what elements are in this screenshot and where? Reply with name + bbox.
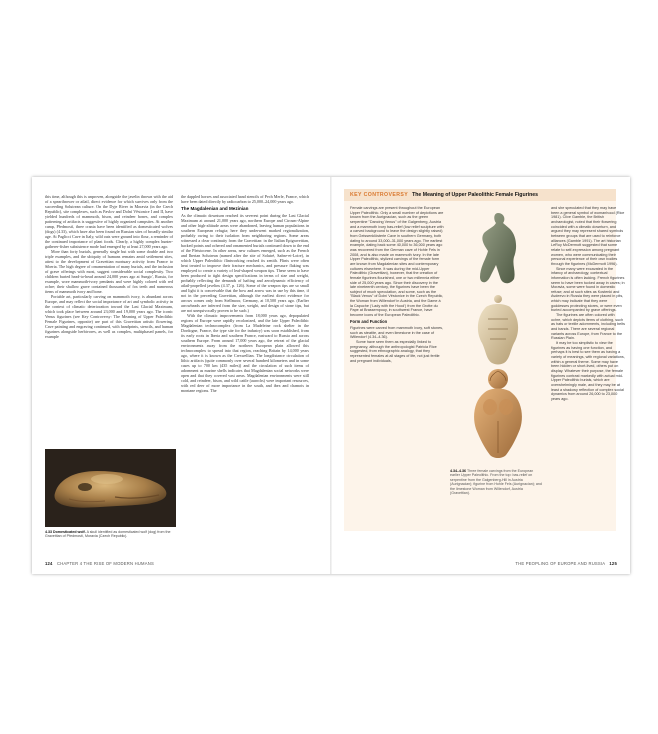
paragraph: Since many were excavated in the infancy of archaeology, contextual information is often lacking. French figurines seem to have been tucked away in caves; in Moravia, some were found in domestic refuse; and at such sites as Kostenki and Avdeevo in Russia they were placed in pits, which may indicate that they were goddesses protecting stores, or were even buried accompanied by grave offerings. <box>551 266 625 313</box>
wolf-skull-figure <box>45 449 176 527</box>
paragraph: As the climatic downturn reached its severest point during the Last Glacial Maximum at around 21,000 years ago, northern Europe and Circum-Alpine and other high-altitude areas were abandoned, leaving human populations in southern European refugia; here they underwent marked regionalization, probably owing to their isolation from neighboring regions. Some areas witnessed a clear continuity from the Gravettian: in the Italian Epigravettian, backed points and ochered and ornamented burials continued down to the end of the Pleistocene. In other areas, new cultures emerged, such as the French and Iberian Solutrean (named after the site of Solutré, Saône-et-Loire), in which Upper Paleolithic flintworking reached its zenith. Flints were often heat treated to improve their fracture mechanics, and pressure flaking was employed to create a variety of leaf-shaped weapon tips. These seem to have been produced to tight design specifications in terms of size and weight, probably reflecting the demands of hafting and aerodynamic efficiency of atlatl-propelled javelins (4.37, p. 126). Some of the weapon tips are so small and light it is conceivable that the bow and arrow was in use by this time, if not in the preceding Gravettian, although the earliest direct evidence for arrows comes only from Stellmoor, Germany, at 10,500 years ago. (Earlier arrowheads are inferred from the size, weight, and design of stone tips, but are not unequivocally proven to be such.) <box>181 212 309 313</box>
paragraph: Portable art, particularly carving on mammoth ivory, is abundant across Europe, and may reflect the social importance of art and symbolic activity in the context of climatic deterioration toward the Last Glacial Maximum, which took place between around 23,000 and 19,000 years ago. The iconic Venus figurines (see Key Controversy: The Meaning of Upper Paleolithic Female Figurines, opposite) are part of this Gravettian artistic flowering. Cave painting and engraving continued, with handprints, stencils, and human figurines alongside herbivores, as well as complex, multiphased panels, for example <box>45 294 173 339</box>
right-column-1 <box>350 206 444 363</box>
left-footer <box>45 561 154 566</box>
hohle-fels-figurine <box>478 295 518 365</box>
skull-illustration <box>45 449 176 527</box>
paragraph: this time, although this is unproven, alongside the javelin thrown with the aid of a spearthrower or atlatl, direct evidence for which survives only from the succeeding Solutrean culture. On the Dyje River in Moravia (in the Czech Republic), site complexes, such as Pavlov and Dolní Věstonice I and II, have yielded hundreds of mammoth, bison, and reindeer bones, and complex patterning of artifacts is suggestive of highly organized campsites. At another camp, Předmostí, three crania have been identified as domesticated wolves (dogs) (4.33), which have also been found on Russian sites of broadly similar age. At Paglicci Cave in Italy, wild oats were ground into flour, a reminder of the continued importance of plant foods. Clearly, a highly complex hunter-gatherer-fisher subsistence mode had emerged by at least 27,000 years ago. <box>45 194 173 249</box>
section-heading: Form and Function <box>350 318 388 324</box>
running-head: THE PEOPLING OF EUROPE AND RUSSIA <box>515 561 606 566</box>
caption-text: A skull identified as domesticated wolf (dog) from the Gravettian of Předmostí, Moravia (Czech Republic). <box>45 530 171 539</box>
left-column-1 <box>45 194 173 339</box>
paragraph: With the climatic improvements from 18,000 years ago, depopulated regions of Europe were rapidly recolonized, and the late Upper Paleolithic Magdalenian technocomplex (from La Madeleine rock shelter in the Dordogne, France, the type site for the industry) was soon established, from its early roots in Iberia and southern France, eastward to Russia and across southern Europe. From around 17,000 years ago, the retreat of the glacial environments away from the northern European plain allowed this technocomplex to spread into that region, reaching Britain by 14,000 years ago, where it is known as the Creswellian. The longdistance circulation of lithic artifacts (quite commonly over several hundred kilometers and in some cases up to 700 km (435 miles)) and the circulation of such items of adornment as marine shells indicates that Magdalenian social networks were open and that they covered vast areas. Magdalenian environments were still cold, and reindeer, bison, and wild cattle (aurochs) were important resources, with red deer of more importance in the south, and ibex and chamois in montane regions. The <box>181 312 309 393</box>
paragraph: and she speculated that they may have been a general symbol of womanhood (Rice 1981). Clive Gamble, the British archaeologist, noted that their flowering coincided with a climatic downturn, and argued they may represent shared symbols between groups that are used to reinforce alliances (Gamble 1991). The art historian LeRoy McDermott suggested that some relate to self-expression among pregnant women, who were communicating their personal experience of their own bodies through the figurines (McDermott 1996). <box>551 206 625 266</box>
willendorf-figurine <box>474 369 522 458</box>
book-spread <box>32 177 630 574</box>
running-head: CHAPTER 4 THE RISE OF MODERN HUMANS <box>56 561 154 566</box>
paragraph: More than forty burials, generally single but with some double and two triple examples, and the ubiquity of humans remains amid settlement sites, attest to the development of Gravettian mortuary activity from France to Siberia. The high degree of ornamentation of many burials, and the inclusion of grave offerings with most, suggest considerable social complexity. Two children buried head-to-head around 24,000 years ago at Sungir', Russia, for example, wore mammoth-ivory pendants and were highly colored with red ochre; their shallow grave contained thousands of fox teeth and numerous items of mammoth ivory and bone. <box>45 249 173 294</box>
key-controversy-title: The Meaning of Upper Paleolithic Female Figurines <box>412 192 539 198</box>
paragraph: Female carvings are present throughout the European Upper Paleolithic. Only a small number of depictions are known from the Aurignacian, such as the green serpentine "Dancing Venus" of the Galgenberg, Austria and a mammoth ivory bas-relief (low relief sculpture with a carved background to leave the design slightly raised) from Geissenklösterle Cave in southern Germany, both dating to around 33,000–31,000 years ago. The earliest example, dating back some 40,000 to 36,000 years ago was recovered from the German cave of Hohle Fels in 2008, and is also made on mammoth ivory. In the late Upper Paleolithic, stylized carvings of the female form are known from Magdalenian sites and contemporary cultures elsewhere. It was during the mid-Upper Paleolithic (Gravettian), however, that the creation of female figurines flourished, one or two millennia either side of 25,000 years ago. Since their discovery in the late nineteenth century, the figurines have been the subject of much speculation, and some, such as the "Black Venus" of Dolní Věstonice in the Czech Republic, the Woman from Willendorf in Austria, and the Dame à la Capuche (‘Lady with the Hood’) from the Grotte du Pape at Brassempouy, in southwest France, have become icons of the European Paleolithic. <box>350 206 444 318</box>
figurines-caption <box>450 469 542 495</box>
paragraph: the dappled horses and associated hand stencils of Pech Merle, France, which have been dated directly by radiocarbon to 25,000–24,000 years ago. <box>181 194 309 204</box>
page-number: 124 <box>45 561 53 566</box>
key-controversy-tag: KEY CONTROVERSY <box>350 192 409 198</box>
figurine-illustrations <box>450 207 544 465</box>
paragraph: Figurines were carved from mammoth ivory, soft stones, such as steatite, and even limestone in the case of Willendorf (4.34–4.36). <box>350 325 444 340</box>
right-footer <box>515 561 617 566</box>
figurines-figure <box>450 207 544 465</box>
caption-text: Three female carvings from the European earlier Upper Paleolithic. From the top: bas-relief on serpentine from the Galgenberg-Hill in Austria (Aurignacian); figurine from Hohle Fels (Aurignacian); and the limestone Woman from Willendorf, Austria (Gravettian). <box>450 469 542 496</box>
page-number: 125 <box>609 561 617 566</box>
paragraph: It may be too simplistic to view the figurines as having one function, and perhaps it is best to see them as having a variety of meanings, with regional variations, within a general theme. Some may have been hidden or short-lived, others put on display. Whatever their purpose, the female figurines contrast markedly with actual mid-Upper Paleolithic burials, which are overwhelmingly male, and they may be at least a shadowy reflection of complex social dynamics from around 26,000 to 23,000 years ago. <box>551 341 625 401</box>
caption-label: 4.34–4.36 <box>450 469 466 473</box>
section-heading: The Magdalenian and Mezinian <box>181 206 249 211</box>
caption-label: 4.33 Domesticated wolf. <box>45 530 86 534</box>
paragraph: The figurines are often colored with ochre, which depicts items of clothing, such as hats or textile adornments, including belts and bands. There are several regional variants across Europe, from France to the Russian Plain. <box>551 313 625 341</box>
right-page <box>332 177 630 574</box>
left-page <box>32 177 330 574</box>
paragraph: Some have seen them as especially linked to pregnancy, although the anthropologist Patricia Rice suggested, from ethnographic analogy, that they represented females at all stages of life, not just fertile and pregnant individuals, <box>350 339 440 363</box>
galgenberg-figurine <box>480 213 516 283</box>
right-column-3 <box>551 206 625 402</box>
left-column-2 <box>181 194 309 393</box>
key-controversy-header <box>344 189 616 201</box>
figure-caption <box>45 530 176 539</box>
